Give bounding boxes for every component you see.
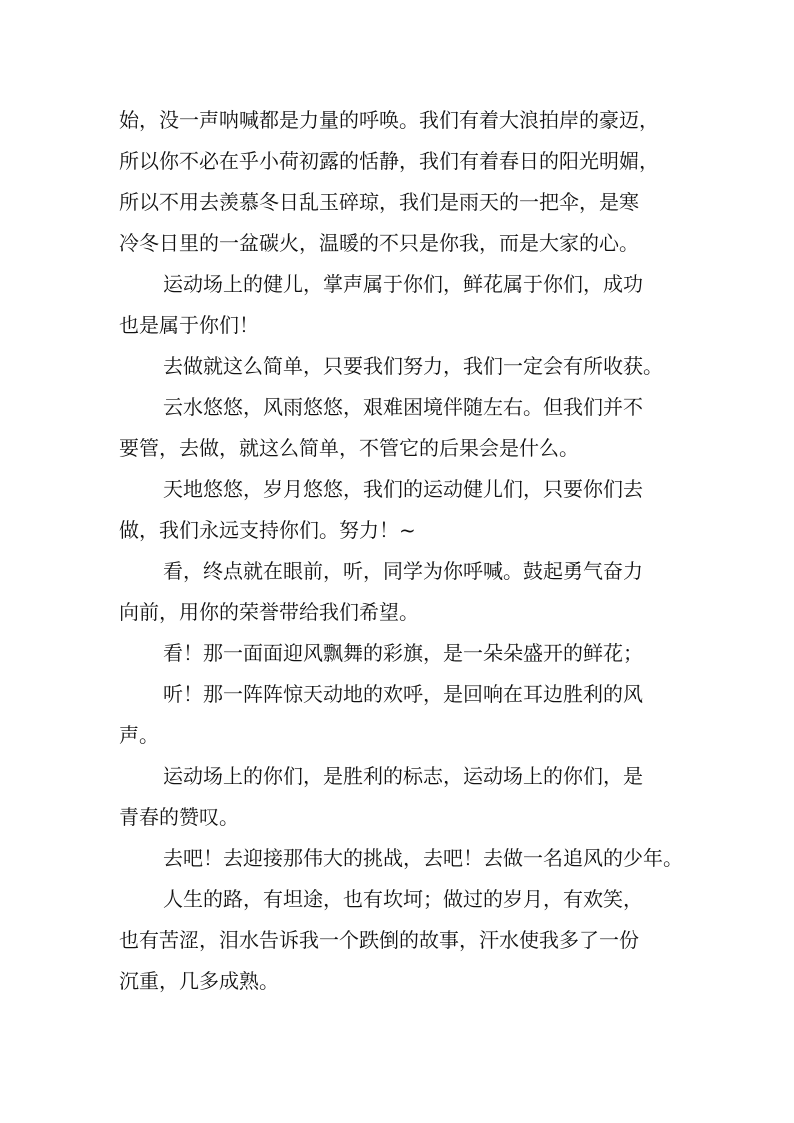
text-line: 做，我们永远支持你们。努力！~: [119, 518, 416, 542]
text-line: 看，终点就在眼前，听，同学为你呼喊。鼓起勇气奋力: [163, 559, 643, 583]
text-line: 所以不用去羡慕冬日乱玉碎琼，我们是雨天的一把伞，是寒: [119, 190, 639, 214]
text-line: 运动场上的健儿，掌声属于你们，鲜花属于你们，成功: [163, 272, 643, 296]
text-line: 云水悠悠，风雨悠悠，艰难困境伴随左右。但我们并不: [163, 395, 643, 419]
text-line: 听！那一阵阵惊天动地的欢呼，是回响在耳边胜利的风: [163, 682, 643, 706]
text-line: 也有苦涩，泪水告诉我一个跌倒的故事，汗水使我多了一份: [119, 928, 639, 952]
text-line: 沉重，几多成熟。: [119, 969, 279, 993]
text-line: 始，没一声呐喊都是力量的呼唤。我们有着大浪拍岸的豪迈，: [119, 108, 659, 132]
text-line: 运动场上的你们，是胜利的标志，运动场上的你们，是: [163, 764, 643, 788]
text-line: 天地悠悠，岁月悠悠，我们的运动健儿们，只要你们去: [163, 477, 643, 501]
text-line: 向前，用你的荣誉带给我们希望。: [119, 600, 419, 624]
text-line: 也是属于你们！: [119, 313, 259, 337]
text-line: 声。: [119, 723, 159, 747]
text-line: 去吧！去迎接那伟大的挑战，去吧！去做一名追风的少年。: [163, 846, 683, 870]
text-line: 所以你不必在乎小荷初露的恬静，我们有着春日的阳光明媚，: [119, 149, 659, 173]
text-line: 冷冬日里的一盆碳火，温暖的不只是你我，而是大家的心。: [119, 231, 639, 255]
text-line: 青春的赞叹。: [119, 805, 239, 829]
text-line: 看！那一面面迎风飘舞的彩旗，是一朵朵盛开的鲜花；: [163, 641, 643, 665]
text-line: 去做就这么简单，只要我们努力，我们一定会有所收获。: [163, 354, 663, 378]
text-line: 要管，去做，就这么简单，不管它的后果会是什么。: [119, 436, 579, 460]
text-line: 人生的路，有坦途，也有坎坷；做过的岁月，有欢笑，: [163, 887, 643, 911]
